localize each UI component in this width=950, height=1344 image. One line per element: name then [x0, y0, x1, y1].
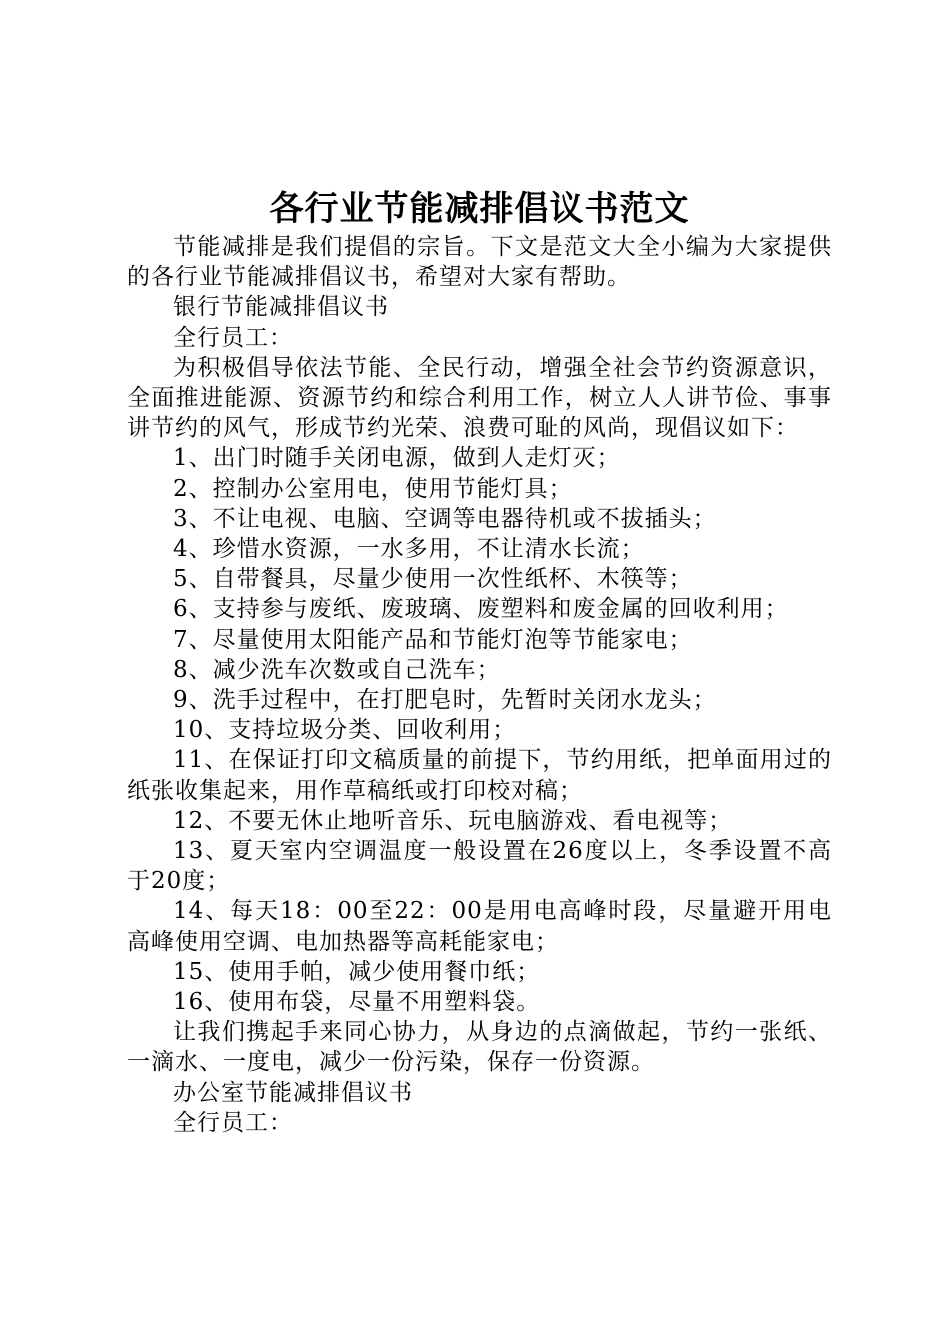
list-item: 6、支持参与废纸、废玻璃、废塑料和废金属的回收利用； — [173, 596, 789, 623]
list-item: 4、珍惜水资源，一水多用，不让清水长流； — [173, 536, 645, 563]
list-item: 9、洗手过程中，在打肥皂时，先暂时关闭水龙头； — [173, 687, 717, 714]
preamble-paragraph: 为积极倡导依法节能、全民行动，增强全社会节约资源意识，全面推进能源、资源节约和综合利用工作，树立人人讲节俭、事事讲节约的风气，形成节约光荣、浪费可耻的风尚，现倡议如下： — [127, 354, 832, 442]
intro-paragraph: 节能减排是我们提倡的宗旨。下文是范文大全小编为大家提供的各行业节能减排倡议书，希望对大家有帮助。 — [127, 234, 832, 291]
list-item: 12、不要无休止地听音乐、玩电脑游戏、看电视等； — [173, 807, 733, 834]
document-page — [127, 186, 832, 1138]
list-item: 1、出门时随手关闭电源，做到人走灯灭； — [173, 445, 621, 472]
list-item: 10、支持垃圾分类、回收利用； — [173, 717, 517, 744]
list-item: 3、不让电视、电脑、空调等电器待机或不拔插头； — [173, 505, 717, 532]
list-item: 11、在保证打印文稿质量的前提下，节约用纸，把单面用过的纸张收集起来，用作草稿纸或打印校对稿； — [127, 747, 832, 804]
list-item: 15、使用手帕，减少使用餐巾纸； — [173, 958, 541, 985]
list-item: 14、每天18：00至22：00是用电高峰时段，尽量避开用电高峰使用空调、电加热器等高耗能家电； — [127, 898, 832, 955]
section-heading-bank: 银行节能减排倡议书 — [173, 294, 389, 321]
document-body — [127, 232, 832, 1138]
document-title: 各行业节能减排倡议书范文 — [269, 189, 690, 229]
list-item: 5、自带餐具，尽量少使用一次性纸杯、木筷等； — [173, 566, 693, 593]
salutation: 全行员工： — [173, 324, 293, 351]
list-item: 13、夏天室内空调温度一般设置在26度以上，冬季设置不高于20度； — [127, 838, 832, 895]
list-item: 2、控制办公室用电，使用节能灯具； — [173, 475, 573, 502]
list-item: 16、使用布袋，尽量不用塑料袋。 — [173, 989, 541, 1016]
list-item: 7、尽量使用太阳能产品和节能灯泡等节能家电； — [173, 626, 693, 653]
section-heading-office: 办公室节能减排倡议书 — [173, 1079, 413, 1106]
list-item: 8、减少洗车次数或自己洗车； — [173, 656, 501, 683]
closing-paragraph: 让我们携起手来同心协力，从身边的点滴做起，节约一张纸、一滴水、一度电，减少一份污染，保存一份资源。 — [127, 1019, 832, 1076]
salutation: 全行员工： — [173, 1109, 293, 1136]
